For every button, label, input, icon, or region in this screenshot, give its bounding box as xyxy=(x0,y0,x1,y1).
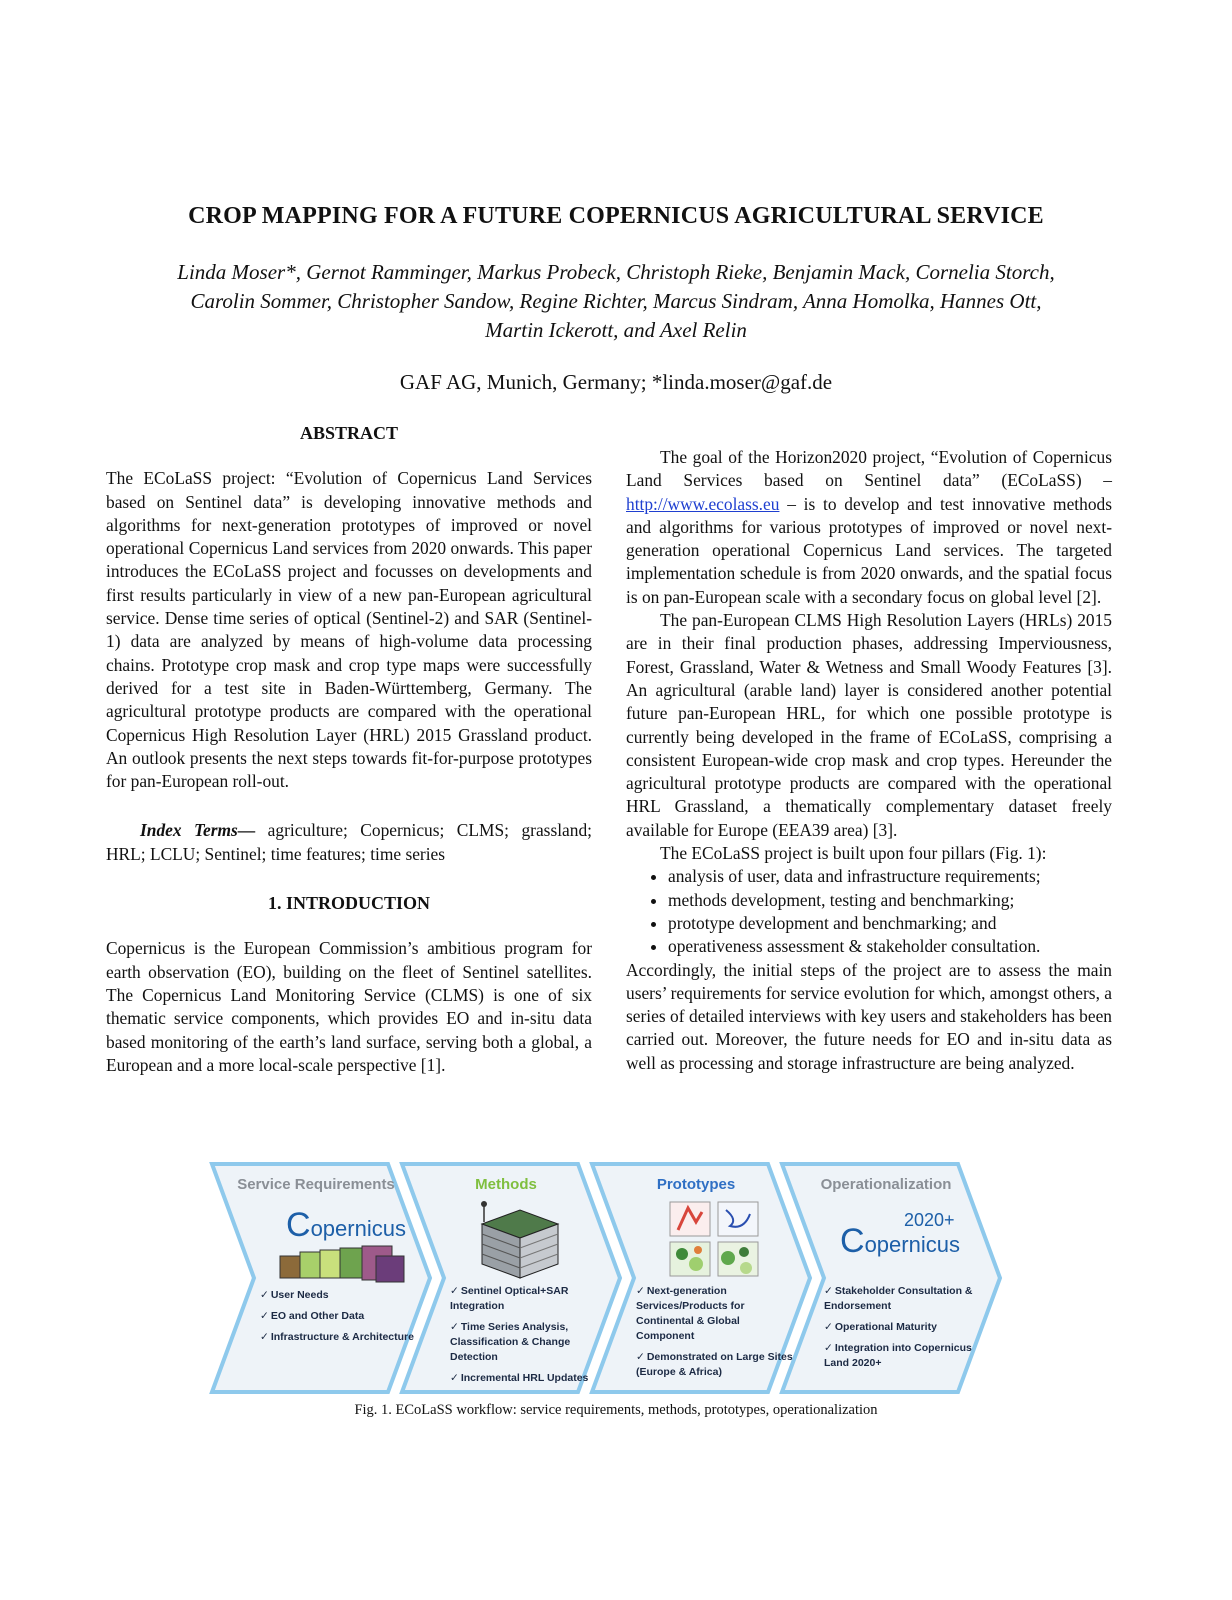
intro-paragraph-4: The ECoLaSS project is built upon four pillars (Fig. 1): xyxy=(660,843,1047,864)
stage-items xyxy=(636,1284,796,1386)
intro-paragraph-5: Accordingly, the initial steps of the project are to assess the main users’ requirements for service evolution for which, amongst others, a series of detailed interviews with key users and stakeholders has been carried out. Moreover, the future needs for EO and in-situ data as well as processing and storage infrastructure are being analyzed. xyxy=(626,959,1112,1073)
index-terms-text: agriculture; Copernicus; CLMS; grassland; HRL; LCLU; Sentinel; time features; time series xyxy=(106,820,592,864)
list-item: ✓ Time Series Analysis, Classification & Change Detection xyxy=(450,1320,610,1365)
stage-items xyxy=(824,1284,990,1377)
intro-paragraph-2-end: – is to develop and test innovative methods and algorithms for various prototypes of improved or novel next-generation operational Copernicus Land services. The targeted implementation schedule is from 2020 onwards, and the spatial focus is on pan-European scale with a secondary focus on global level [2]. xyxy=(626,493,1112,607)
stage-items xyxy=(450,1284,610,1392)
stage-title: Prototypes xyxy=(656,1176,736,1193)
intro-paragraph-3: The pan-European CLMS High Resolution Layers (HRLs) 2015 are in their final production phases, addressing Imperviousness, Forest, Grassland, Water & Wetness and Small Woody Features [3]. An agricultural (arable land) layer is considered another potential future pan-European HRL, for which one possible prototype is currently being developed in the frame of ECoLaSS, comprising a consistent European-wide crop mask and crop types. Hereunder the agricultural prototype products are compared with the operational HRL Grassland, a thematically complementary dataset freely available for Europe (EEA39 area) [3]. xyxy=(626,610,1112,840)
figure-caption: Fig. 1. ECoLaSS workflow: service requirements, methods, prototypes, operationalization xyxy=(354,1402,878,1418)
list-item: • analysis of user, data and infrastructure requirements; xyxy=(668,865,1112,888)
list-item: • prototype development and benchmarking; and xyxy=(668,912,1112,935)
list-item: • methods development, testing and benchmarking; xyxy=(668,889,1112,912)
abstract-heading: ABSTRACT xyxy=(299,423,399,443)
intro-paragraph-2-start: The goal of the Horizon2020 project, “Evolution of Copernicus Land Services based on Sentinel data” (ECoLaSS) – xyxy=(626,447,1112,491)
stage-items xyxy=(260,1288,420,1351)
index-terms xyxy=(106,819,592,866)
data-cube-icon xyxy=(474,1200,564,1284)
right-column xyxy=(626,446,1112,1075)
intro-paragraph-1: Copernicus is the European Commission’s ambitious program for earth observation (EO), building on the fleet of Sentinel satellites. The Copernicus Land Monitoring Service (CLMS) is one of six thematic service components, which provides EO and in-situ data based monitoring of the earth’s land surface, serving both a global, a European and a more local-scale perspective [1]. xyxy=(106,938,592,1075)
list-item: ✓ Operational Maturity xyxy=(824,1320,990,1335)
stage-title: Service Requirements xyxy=(237,1176,395,1193)
authors-line: Carolin Sommer, Christopher Sandow, Regine Richter, Marcus Sindram, Anna Homolka, Hannes Ott, xyxy=(190,289,1042,313)
satellite-images-icon xyxy=(278,1242,408,1286)
copernicus-logo: Copernicus xyxy=(840,1222,960,1260)
list-item: ✓ EO and Other Data xyxy=(260,1309,420,1324)
list-item: ✓ Demonstrated on Large Sites (Europe & Africa) xyxy=(636,1350,796,1380)
list-item: ✓ Incremental HRL Updates xyxy=(450,1371,610,1386)
author-list xyxy=(100,258,1132,345)
list-item: ✓ User Needs xyxy=(260,1288,420,1303)
left-column xyxy=(106,422,592,1077)
list-item: ✓ Next-generation Services/Products for Continental & Global Component xyxy=(636,1284,796,1344)
list-item: ✓ Integration into Copernicus Land 2020+ xyxy=(824,1341,990,1371)
paper-title: CROP MAPPING FOR A FUTURE COPERNICUS AGRICULTURAL SERVICE xyxy=(188,203,1044,229)
logo-year: 2020+ xyxy=(904,1210,955,1230)
affiliation: GAF AG, Munich, Germany; *linda.moser@gaf.de xyxy=(399,370,833,394)
copernicus-logo: Copernicus xyxy=(286,1206,406,1244)
prototype-maps-icon xyxy=(668,1200,764,1280)
stage-title: Methods xyxy=(475,1176,537,1193)
workflow-figure xyxy=(208,1160,1008,1396)
list-item: ✓ Sentinel Optical+SAR Integration xyxy=(450,1284,610,1314)
index-terms-label: Index Terms— xyxy=(140,820,256,841)
intro-paragraph-2 xyxy=(626,446,1112,609)
abstract-text: The ECoLaSS project: “Evolution of Copernicus Land Services based on Sentinel data” is developing innovative methods and algorithms for next-generation prototypes of improved or novel operational Copernicus Land services from 2020 onwards. This paper introduces the ECoLaSS project and focusses on developments and first results particularly in view of a new pan-European agricultural service. Dense time series of optical (Sentinel-2) and SAR (Sentinel-1) data are analyzed by means of high-volume data processing chains. Prototype crop mask and crop type maps were successfully derived for a test site in Baden-Württemberg, Germany. The agricultural prototype products are compared with the operational Copernicus High Resolution Layer (HRL) 2015 Grassland product. An outlook presents the next steps towards fit-for-purpose prototypes for pan-European roll-out. xyxy=(106,468,592,792)
authors-line: Linda Moser*, Gernot Ramminger, Markus Probeck, Christoph Rieke, Benjamin Mack, Cornelia Storch, xyxy=(177,260,1055,284)
stage-operationalization xyxy=(778,1160,1003,1396)
list-item: ✓ Stakeholder Consultation & Endorsement xyxy=(824,1284,990,1314)
list-item: • operativeness assessment & stakeholder consultation. xyxy=(668,935,1112,958)
project-link[interactable]: http://www.ecolass.eu xyxy=(626,493,780,514)
list-item: ✓ Infrastructure & Architecture xyxy=(260,1330,420,1345)
pillars-list xyxy=(626,865,1112,958)
stage-title: Operationalization xyxy=(820,1176,952,1193)
authors-line: Martin Ickerott, and Axel Relin xyxy=(485,318,747,342)
introduction-heading: 1. INTRODUCTION xyxy=(267,893,431,914)
